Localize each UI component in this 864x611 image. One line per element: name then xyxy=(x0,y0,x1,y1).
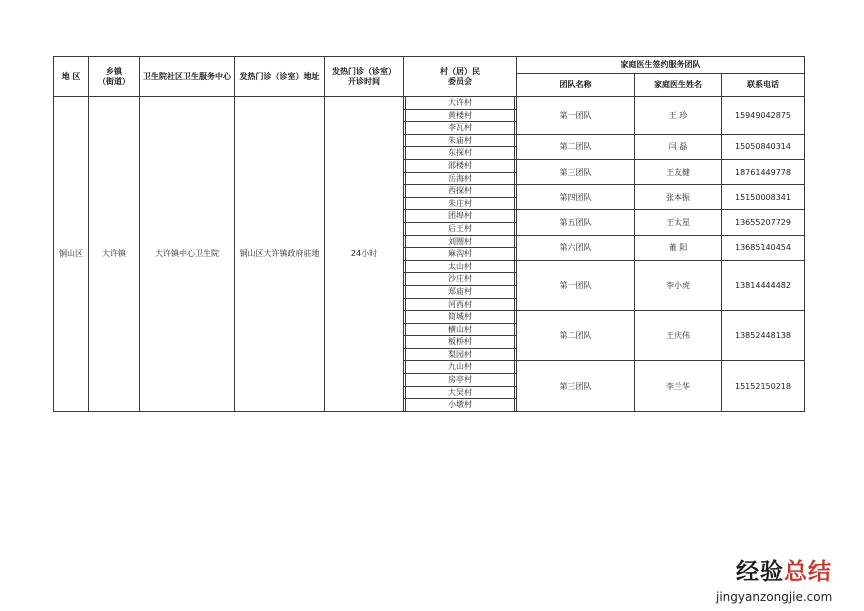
village-name: 小墩村 xyxy=(405,399,515,411)
village-name: 李瓦村 xyxy=(405,122,515,134)
village-name: 邵楼村 xyxy=(405,160,515,172)
village-name: 西探村 xyxy=(405,185,515,197)
team-name-cell: 第三团队 xyxy=(517,361,635,411)
team-name-cell: 第四团队 xyxy=(517,185,635,210)
team-name-cell: 第六团队 xyxy=(517,235,635,260)
header-village: 村（居）民 委员会 xyxy=(404,57,517,97)
village-cell xyxy=(404,122,517,135)
watermark-logo xyxy=(736,559,832,585)
team-name-cell: 第二团队 xyxy=(517,311,635,361)
header-service-team: 家庭医生签约服务团队 xyxy=(517,57,805,74)
village-name: 河西村 xyxy=(405,299,515,311)
village-name: 朱庄村 xyxy=(405,198,515,210)
village-name: 太山村 xyxy=(405,261,515,273)
village-cell xyxy=(404,235,517,248)
village-cell xyxy=(404,248,517,261)
doctor-name-cell: 闫 磊 xyxy=(635,134,722,159)
clinic-hours-cell: 24小时 xyxy=(325,97,404,412)
town-cell: 大许镇 xyxy=(89,97,140,412)
village-cell xyxy=(404,197,517,210)
phone-cell: 15150008341 xyxy=(722,185,805,210)
village-name: 沙庄村 xyxy=(405,273,515,285)
village-cell xyxy=(404,172,517,185)
village-cell xyxy=(404,374,517,387)
village-cell xyxy=(404,273,517,286)
watermark-url: jingyanzongjie.com xyxy=(716,590,833,604)
doctor-name-cell: 李兰华 xyxy=(635,361,722,411)
doctor-name-cell: 王友健 xyxy=(635,159,722,184)
header-row xyxy=(54,57,805,74)
village-cell xyxy=(404,298,517,311)
village-name: 刘圈村 xyxy=(405,236,515,248)
village-name: 房亭村 xyxy=(405,374,515,386)
village-cell xyxy=(404,134,517,147)
village-name: 后王村 xyxy=(405,223,515,235)
village-name: 九山村 xyxy=(405,361,515,373)
doctor-name-cell: 李小虎 xyxy=(635,260,722,310)
village-name: 郑庙村 xyxy=(405,286,515,298)
doctor-name-cell: 张本振 xyxy=(635,185,722,210)
village-cell xyxy=(404,386,517,399)
phone-cell: 15152150218 xyxy=(722,361,805,411)
village-cell xyxy=(404,147,517,160)
header-hospital: 卫生院社区卫生服务中心 xyxy=(140,57,235,97)
village-name: 大许村 xyxy=(405,97,515,109)
village-cell xyxy=(404,311,517,324)
village-cell xyxy=(404,185,517,198)
watermark-text-part1: 经验 xyxy=(736,559,784,585)
watermark-text-part2: 总结 xyxy=(784,559,832,585)
team-name-cell: 第三团队 xyxy=(517,159,635,184)
village-cell xyxy=(404,222,517,235)
phone-cell: 15050840314 xyxy=(722,134,805,159)
phone-cell: 15949042875 xyxy=(722,97,805,135)
table-header xyxy=(54,57,805,97)
phone-cell: 13852448138 xyxy=(722,311,805,361)
village-cell xyxy=(404,97,517,110)
hospital-cell: 大许镇中心卫生院 xyxy=(140,97,235,412)
doctor-name-cell: 王庆伟 xyxy=(635,311,722,361)
village-name: 黄楼村 xyxy=(405,110,515,122)
table-body xyxy=(54,97,805,412)
doctor-name-cell: 王 珍 xyxy=(635,97,722,135)
village-name: 朱庙村 xyxy=(405,135,515,147)
header-town: 乡镇 （街道） xyxy=(89,57,140,97)
phone-cell: 13655207729 xyxy=(722,210,805,235)
village-name: 横山村 xyxy=(405,324,515,336)
team-name-cell: 第一团队 xyxy=(517,97,635,135)
village-name: 简城村 xyxy=(405,311,515,323)
village-cell xyxy=(404,159,517,172)
phone-cell: 13814444482 xyxy=(722,260,805,310)
header-doctor-name: 家庭医生姓名 xyxy=(635,74,722,97)
header-phone: 联系电话 xyxy=(722,74,805,97)
header-clinic-address: 发热门诊（诊室）地址 xyxy=(235,57,325,97)
village-cell xyxy=(404,210,517,223)
village-name: 东探村 xyxy=(405,147,515,159)
phone-cell: 18761449778 xyxy=(722,159,805,184)
village-cell xyxy=(404,336,517,349)
village-cell xyxy=(404,348,517,361)
village-cell xyxy=(404,361,517,374)
village-name: 麻沟村 xyxy=(405,248,515,260)
village-cell xyxy=(404,260,517,273)
village-cell xyxy=(404,109,517,122)
village-cell xyxy=(404,285,517,298)
contact-table xyxy=(53,56,805,412)
doctor-name-cell: 董 阳 xyxy=(635,235,722,260)
doctor-name-cell: 王太星 xyxy=(635,210,722,235)
team-name-cell: 第一团队 xyxy=(517,260,635,310)
village-name: 大吴村 xyxy=(405,387,515,399)
team-name-cell: 第二团队 xyxy=(517,134,635,159)
village-cell xyxy=(404,323,517,336)
phone-cell: 13685140454 xyxy=(722,235,805,260)
village-name: 团埠村 xyxy=(405,210,515,222)
village-name: 梨园村 xyxy=(405,349,515,361)
table-row xyxy=(54,97,805,110)
region-cell: 铜山区 xyxy=(54,97,89,412)
header-clinic-hours: 发热门诊（诊室） 开诊时间 xyxy=(325,57,404,97)
header-team-name: 团队名称 xyxy=(517,74,635,97)
village-name: 板桥村 xyxy=(405,336,515,348)
header-region: 地 区 xyxy=(54,57,89,97)
clinic-address-cell: 铜山区大许镇政府驻地 xyxy=(235,97,325,412)
village-cell xyxy=(404,399,517,412)
village-name: 岳海村 xyxy=(405,173,515,185)
team-name-cell: 第五团队 xyxy=(517,210,635,235)
